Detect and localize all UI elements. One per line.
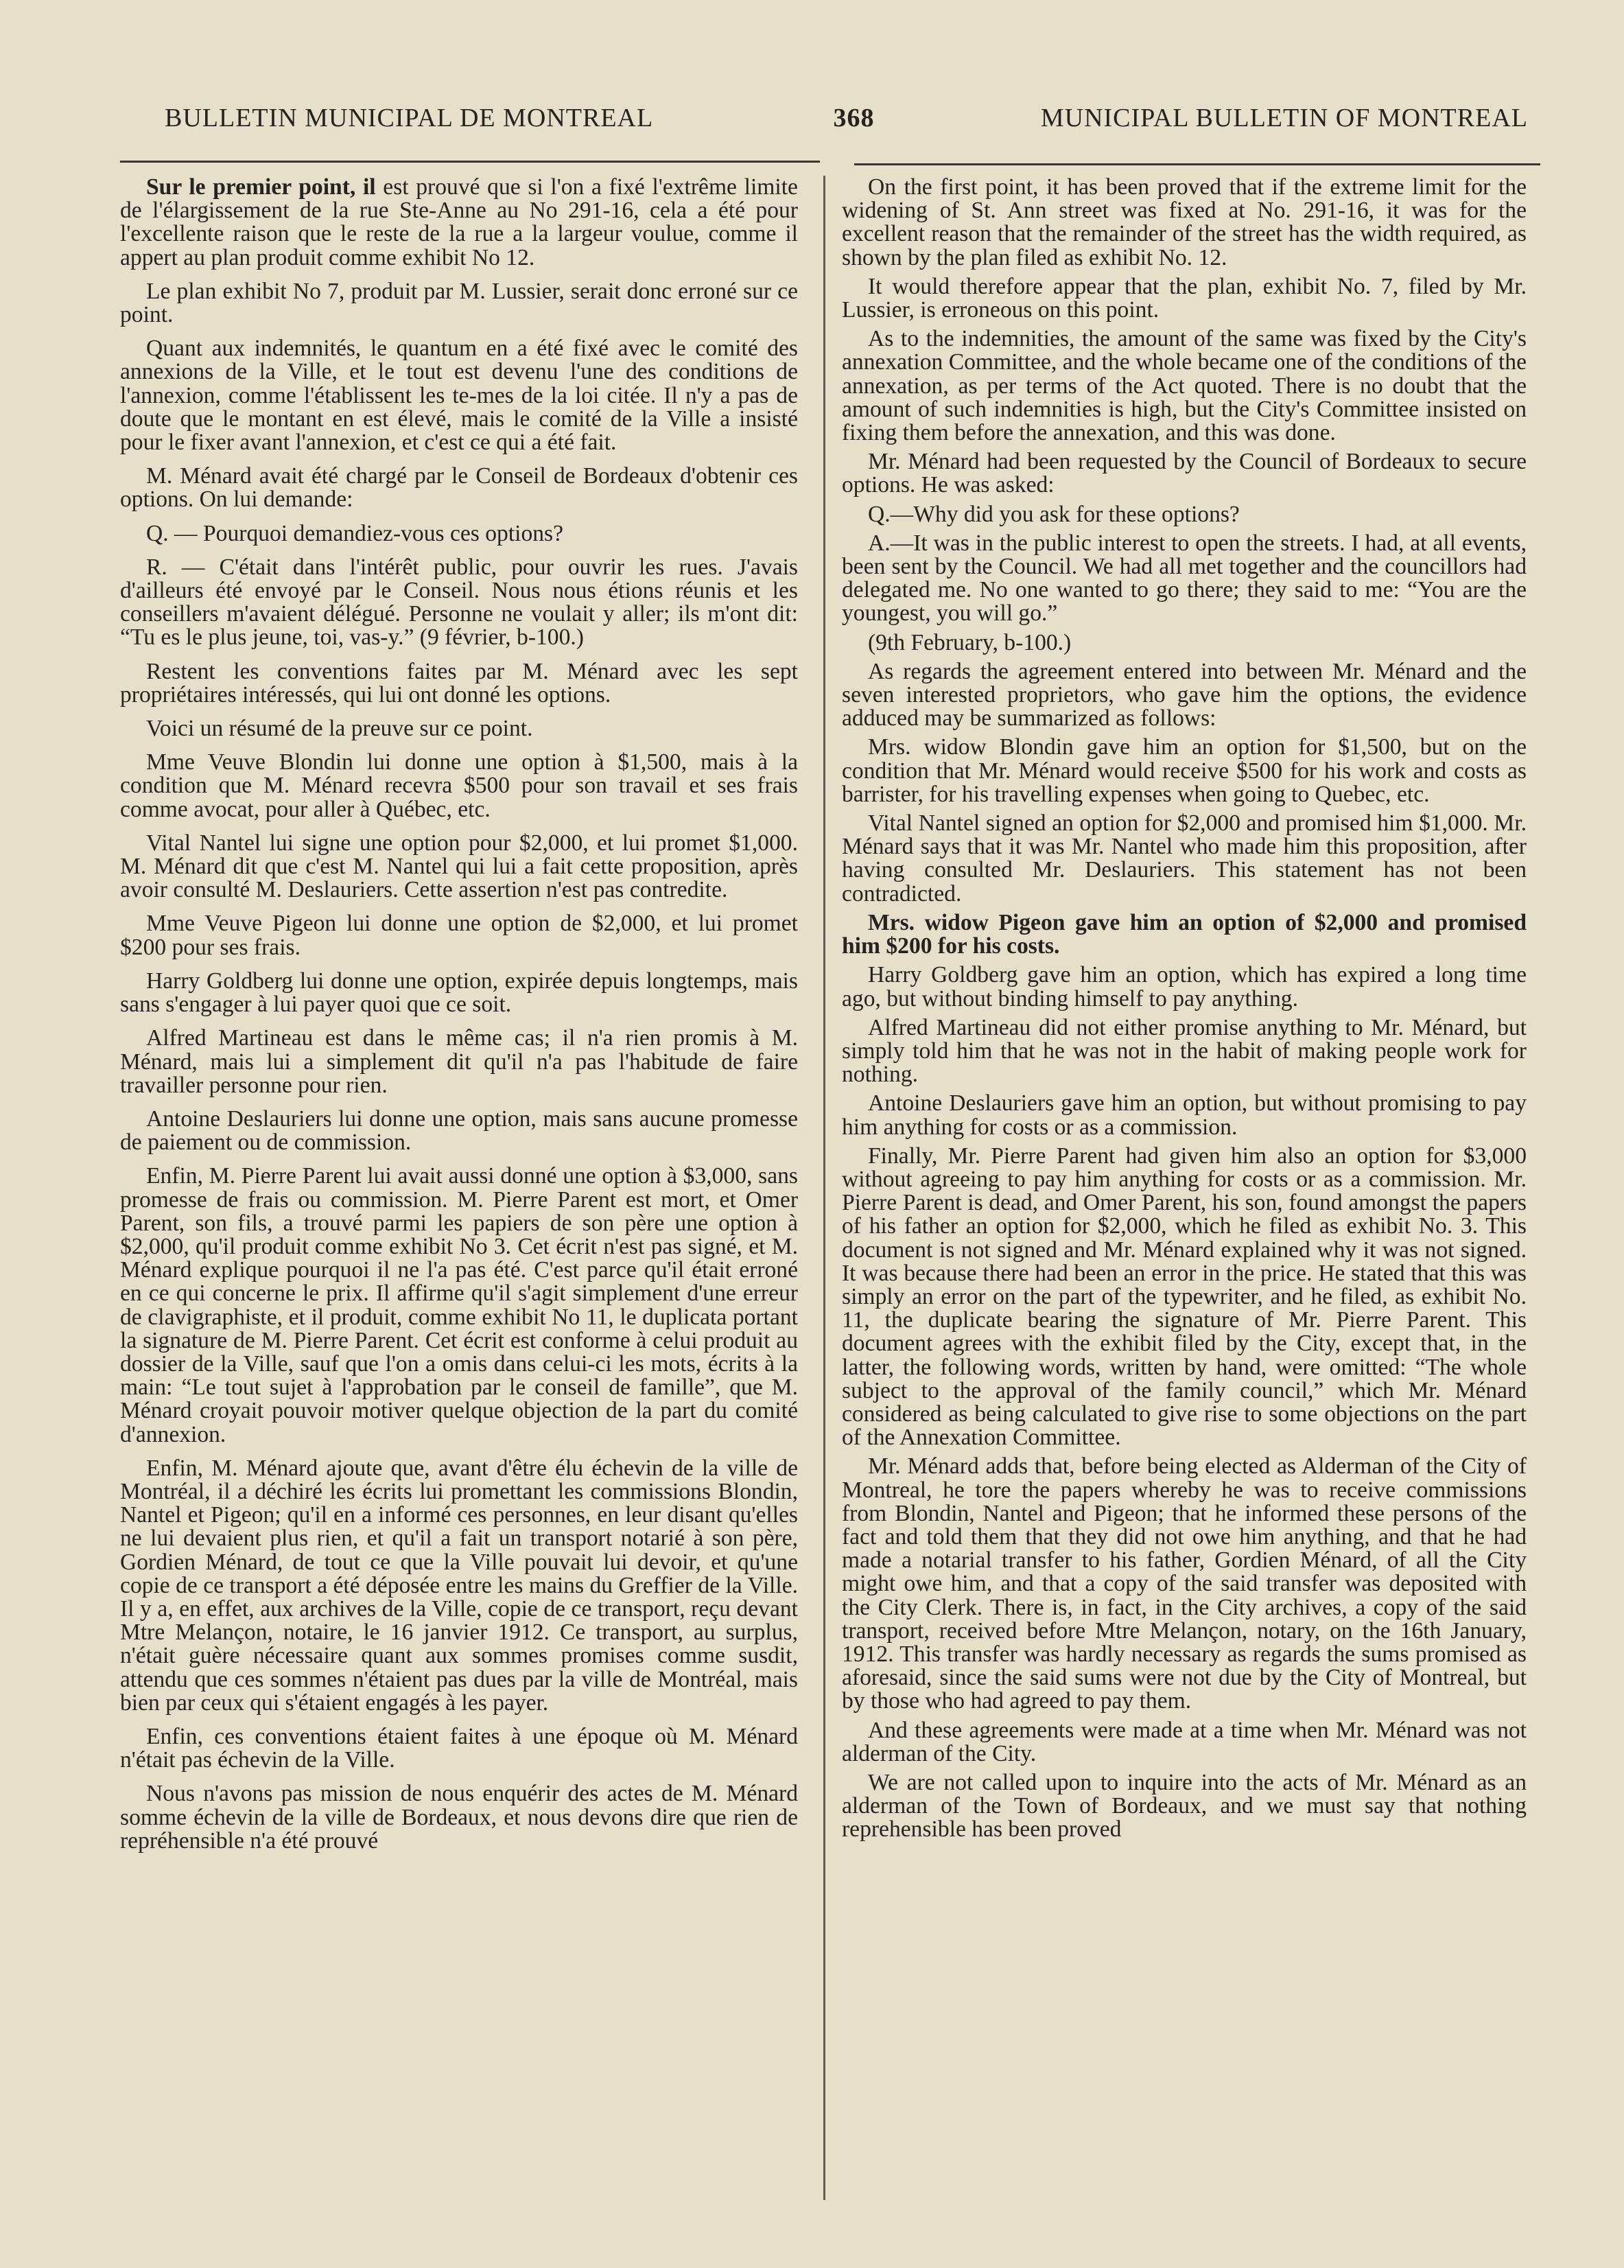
- en-paragraph: Alfred Martineau did not either promise anything to Mr. Ménard, but simply told him that he was not in the habit of making people work for nothing.: [842, 1014, 1527, 1088]
- fr-paragraph: Harry Goldberg lui donne une option, expirée depuis longtemps, mais sans s'engager à lui payer quoi que ce soit.: [120, 968, 798, 1018]
- fr-paragraph: Alfred Martineau est dans le même cas; il n'a rien promis à M. Ménard, mais lui a simplement dit qu'il n'a pas l'habitude de faire travailler personne pour rien.: [120, 1025, 798, 1098]
- page-number: 368: [833, 104, 875, 132]
- en-paragraph: Mrs. widow Pigeon gave him an option of $2,000 and promised him $200 for his costs.: [842, 909, 1527, 959]
- fr-paragraph: Enfin, M. Pierre Parent lui avait aussi donné une option à $3,000, sans promesse de frais ou commission. M. Pierre Parent est mort, et Omer Parent, son fils, a trouvé parmi les papiers de son père une option à $2,000, qu'il produit comme exhibit No 3. Cet écrit n'est pas signé, et M. Ménard explique pourquoi il ne l'a pas été. C'est parce qu'il était erroné en ce qui concerne le prix. Il affirme qu'il s'agit simplement d'une erreur de clavigraphiste, et il produit, comme exhibit No 11, le duplicata portant la signature de M. Pierre Parent. Cet écrit est conforme à celui produit au dossier de la Ville, sauf que l'on a omis dans celui-ci les mots, écrits à la main: “Le tout sujet à l'approbation par le conseil de famille”, que M. Ménard croyait pouvoir motiver quelque objection de la part du comité d'annexion.: [120, 1163, 798, 1447]
- fr-paragraph: Antoine Deslauriers lui donne une option, mais sans aucune promesse de paiement ou de commission.: [120, 1106, 798, 1156]
- en-paragraph: Mr. Ménard had been requested by the Council of Bordeaux to secure options. He was asked:: [842, 449, 1527, 498]
- header-right-title: MUNICIPAL BULLETIN OF MONTREAL: [1040, 104, 1528, 132]
- page-header: [120, 103, 1542, 147]
- header-rule-right: [854, 163, 1540, 165]
- french-column: [120, 176, 813, 1863]
- en-paragraph: And these agreements were made at a time when Mr. Ménard was not alderman of the City.: [842, 1717, 1527, 1766]
- en-paragraph: We are not called upon to inquire into the acts of Mr. Ménard as an alderman of the Town of Bordeaux, and we must say that nothing reprehensible has been proved: [842, 1770, 1527, 1843]
- en-paragraph: Finally, Mr. Pierre Parent had given him also an option for $3,000 without agreeing to pay him anything for costs or as a commission. Mr. Pierre Parent is dead, and Omer Parent, his son, found amongst the papers of his father an option for $2,000, which he filed as exhibit No. 3. This document is not signed and Mr. Ménard explained why it was not signed. It was because there had been an error in the price. He stated that this was simply an error on the part of the typewriter, and he filed, as exhibit No. 11, the duplicate bearing the signature of Mr. Pierre Parent. This document agrees with the exhibit filed by the City, except that, in the latter, the following words, written by hand, were omitted: “The whole subject to the approval of the family council,” which Mr. Ménard considered as being calculated to give rise to some objections on the part of the Annexation Committee.: [842, 1143, 1527, 1451]
- fr-paragraph: Nous n'avons pas mission de nous enquérir des actes de M. Ménard somme échevin de la ville de Bordeaux, et nous devons dire que rien de repréhensible n'a été prouvé: [120, 1781, 798, 1854]
- en-paragraph: It would therefore appear that the plan, exhibit No. 7, filed by Mr. Lussier, is erroneous on this point.: [842, 273, 1527, 323]
- fr-paragraph: Enfin, M. Ménard ajoute que, avant d'être élu échevin de la ville de Montréal, il a déchiré les écrits lui promettant les commissions Blondin, Nantel et Pigeon; qu'il en a informé ces personnes, en leur disant qu'elles ne lui devaient plus rien, et qu'il a fait un transport notarié à son père, Gordien Ménard, de tout ce que la Ville pouvait lui devoir, et qu'une copie de ce transport a été déposée entre les mains du Greffier de la Ville. Il y a, en effet, aux archives de la Ville, copie de ce transport, reçu devant Mtre Melançon, notaire, le 16 janvier 1912. Ce transport, au surplus, n'était guère nécessaire quant aux sommes promises comme susdit, attendu que ces sommes n'étaient pas dues par la ville de Montréal, mais bien par ceux qui s'étaient engagés à les payer.: [120, 1455, 798, 1716]
- column-divider: [823, 176, 825, 2200]
- en-paragraph: Harry Goldberg gave him an option, which has expired a long time ago, but without binding himself to pay anything.: [842, 962, 1527, 1012]
- header-left-title: BULLETIN MUNICIPAL DE MONTREAL: [165, 104, 654, 132]
- en-paragraph: Antoine Deslauriers gave him an option, but without promising to pay him anything for costs or as a commission.: [842, 1090, 1527, 1140]
- fr-paragraph: Mme Veuve Blondin lui donne une option à $1,500, mais à la condition que M. Ménard recevra $500 pour son travail et ses frais comme avocat, pour aller à Québec, etc.: [120, 749, 798, 822]
- en-paragraph: (9th February, b-100.): [868, 629, 1072, 655]
- en-paragraph: On the first point, it has been proved that if the extreme limit for the widening of St. Ann street was fixed at No. 291-16, it was for the excellent reason that the remainder of the street has the width required, as shown by the plan filed as exhibit No. 12.: [842, 174, 1527, 270]
- en-paragraph: As to the indemnities, the amount of the same was fixed by the City's annexation Committee, and the whole became one of the conditions of the annexation, as per terms of the Act quoted. There is no doubt that the amount of such indemnities is high, but the City's Committee insisted on fixing them before the annexation, and this was done.: [842, 326, 1527, 446]
- header-rule-left: [120, 161, 820, 163]
- en-paragraph: Vital Nantel signed an option for $2,000 and promised him $1,000. Mr. Ménard says that it was Mr. Nantel who made him this proposition, after having consulted Mr. Deslauriers. This statement has not been contradicted.: [842, 810, 1527, 907]
- fr-paragraph: M. Ménard avait été chargé par le Conseil de Bordeaux d'obtenir ces options. On lui demande:: [120, 463, 798, 513]
- header-rules: [120, 147, 1542, 174]
- fr-paragraph: R. — C'était dans l'intérêt public, pour ouvrir les rues. J'avais d'ailleurs été envoyé par le Conseil. Nous nous étions réunis et les conseillers m'avaient délégué. Personne ne voulait y aller; ils m'ont dit: “Tu es le plus jeune, toi, vas-y.” (9 février, b-100.): [120, 554, 798, 651]
- fr-paragraph: Quant aux indemnités, le quantum en a été fixé avec le comité des annexions de la Ville, et le tout est devenu l'une des conditions de l'annexion, comme l'établissent les te-mes de la loi citée. Il n'y a pas de doute que le montant en est élevé, mais le comité de la Ville a insisté pour le fixer avant l'annexion, et c'est ce qui a été fait.: [120, 336, 798, 456]
- fr-paragraph-0-text: est prouvé que si l'on a fixé l'extrême limite de l'élargissement de la rue Ste-Anne au No 291-16, cela a été pour l'excellente raison que le reste de la rue a la largeur voulue, comme il appert au plan produit comme exhibit No 12.: [120, 174, 798, 270]
- en-paragraph: As regards the agreement entered into between Mr. Ménard and the seven interested proprietors, who gave him the options, the evidence adduced may be summarized as follows:: [842, 658, 1527, 732]
- english-column: [813, 176, 1527, 1863]
- fr-paragraph: Vital Nantel lui signe une option pour $2,000, et lui promet $1,000. M. Ménard dit que c'est M. Nantel qui lui a fait cette proposition, après avoir consulté M. Deslauriers. Cette assertion n'est pas contredite.: [120, 830, 798, 903]
- fr-paragraph-0: [120, 176, 798, 270]
- en-paragraph: Mr. Ménard adds that, before being elected as Alderman of the City of Montreal, he tore the papers whereby he was to receive commissions from Blondin, Nantel and Pigeon; that he informed these persons of the fact and told them that they did not owe him anything, and that he had made a notarial transfer to his father, Gordien Ménard, of all the City might owe him, and that a copy of the said transfer was deposited with the City Clerk. There is, in fact, in the City archives, a copy of the said transport, received before Mtre Melançon, notary, on the 16th January, 1912. This transfer was hardly necessary as regards the sums promised as aforesaid, since the said sums were not due by the City of Montreal, but by those who had agreed to pay them.: [842, 1453, 1527, 1714]
- fr-paragraph: Q. — Pourquoi demandiez-vous ces options?: [146, 520, 564, 546]
- en-paragraph: A.—It was in the public interest to open the streets. I had, at all events, been sent by the Council. We had all met together and the councillors had delegated me. No one wanted to go there; they said to me: “You are the youngest, you will go.”: [842, 530, 1527, 627]
- two-column-body: [120, 176, 1542, 1863]
- fr-paragraph: Le plan exhibit No 7, produit par M. Lussier, serait donc erroné sur ce point.: [120, 278, 798, 328]
- en-paragraph: Q.—Why did you ask for these options?: [868, 501, 1240, 527]
- fr-paragraph: Mme Veuve Pigeon lui donne une option de $2,000, et lui promet $200 pour ses frais.: [120, 911, 798, 960]
- fr-paragraph: Voici un résumé de la preuve sur ce point.: [146, 716, 533, 742]
- en-paragraph: Mrs. widow Blondin gave him an option for $1,500, but on the condition that Mr. Ménard would receive $500 for his work and costs as barrister, for his travelling expenses when going to Quebec, etc.: [842, 734, 1527, 807]
- fr-bold-lead: Sur le premier point, il: [146, 174, 376, 200]
- fr-paragraph: Enfin, ces conventions étaient faites à une époque où M. Ménard n'était pas échevin de la Ville.: [120, 1723, 798, 1773]
- fr-paragraph: Restent les conventions faites par M. Ménard avec les sept propriétaires intéressés, qui lui ont donné les options.: [120, 658, 798, 708]
